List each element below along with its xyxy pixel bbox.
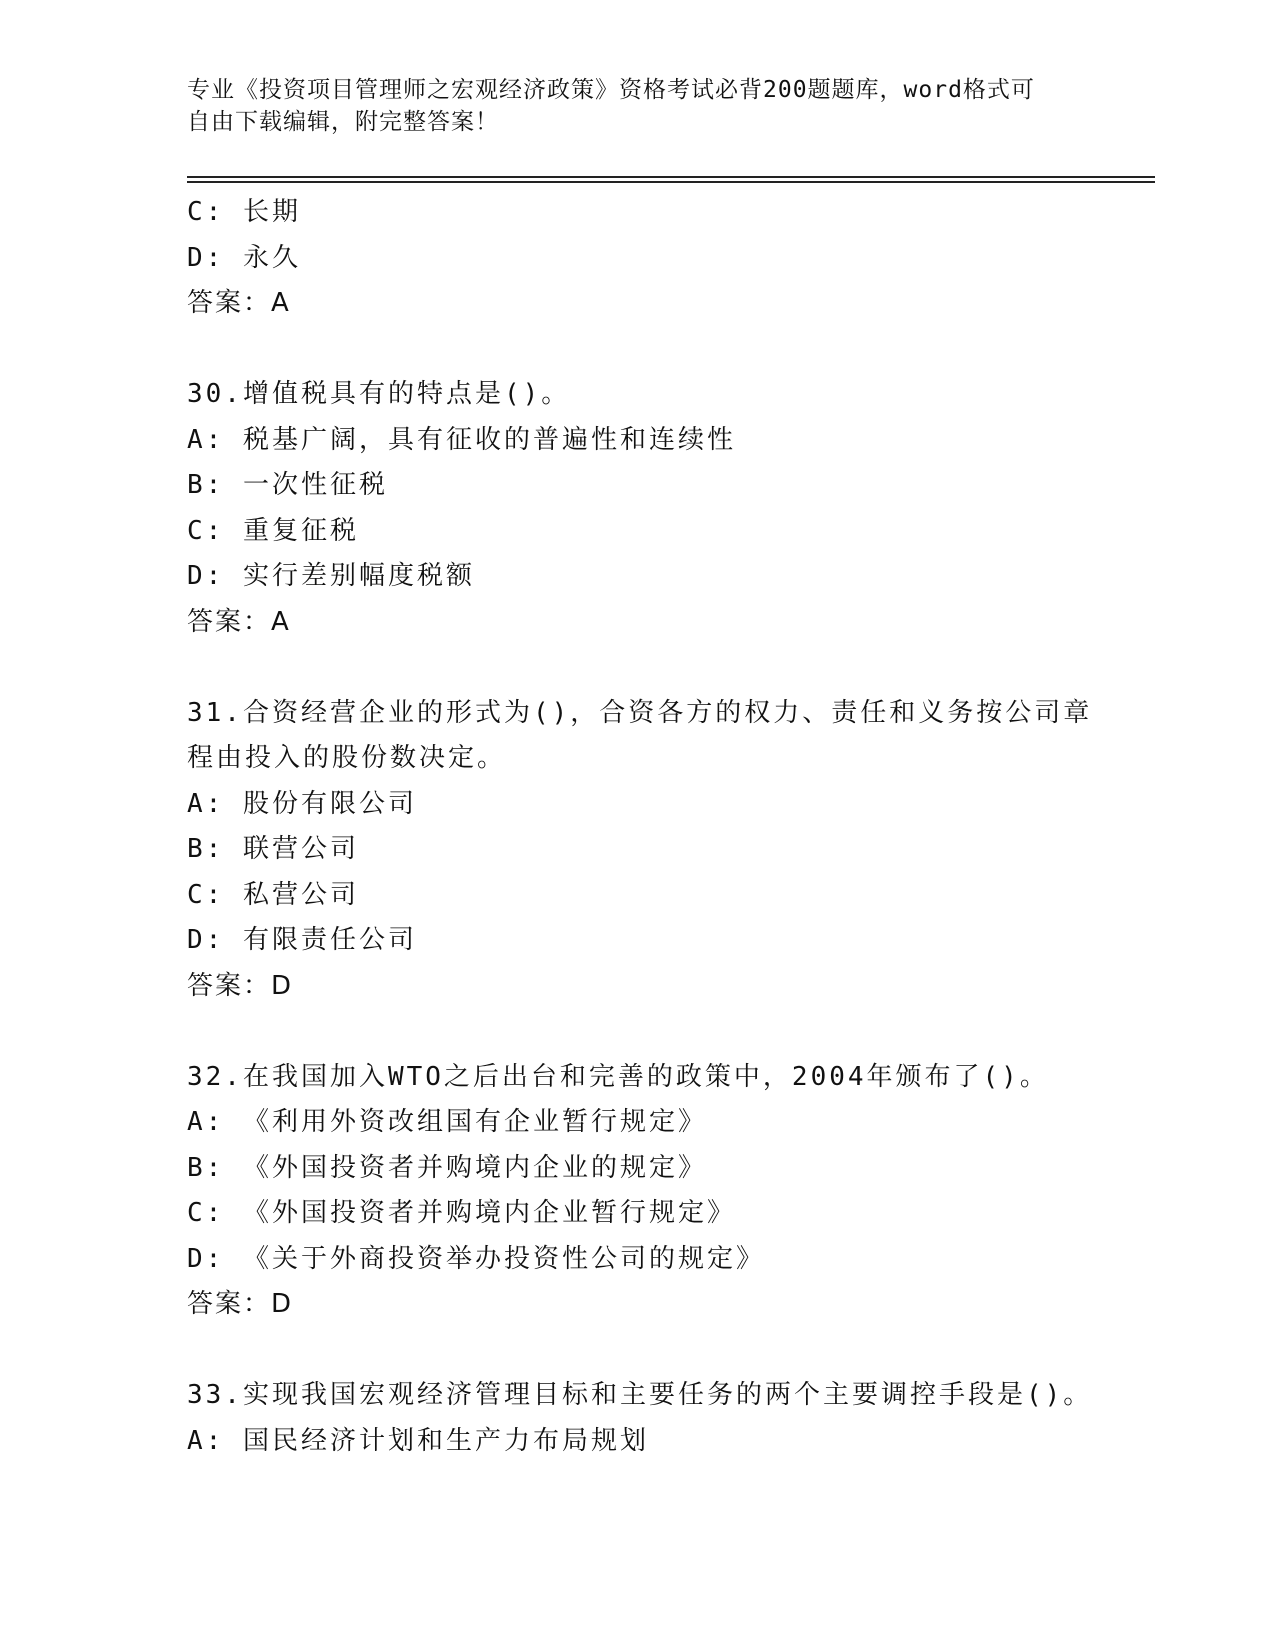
spacer [187, 327, 1087, 373]
carryover-block [187, 190, 1087, 327]
question-33 [187, 1373, 1093, 1464]
answer-line: 答案：A [187, 606, 291, 637]
answer-line: 答案：D [187, 970, 294, 1001]
option-c: C: 长期 [187, 197, 301, 227]
option-d: D: 《关于外商投资举办投资性公司的规定》 [187, 1243, 765, 1274]
spacer [187, 1328, 1087, 1374]
option-c: C: 私营公司 [187, 879, 359, 910]
question-stem: 32.在我国加入WTO之后出台和完善的政策中，2004年颁布了()。 [187, 1061, 1049, 1092]
question-32 [187, 1055, 1087, 1328]
option-c: C: 重复征税 [187, 515, 359, 546]
option-d: D: 有限责任公司 [187, 925, 417, 955]
header-title-line-1: 专业《投资项目管理师之宏观经济政策》资格考试必背200题题库，word格式可 [187, 77, 1035, 103]
answer-line: 答案：D [187, 1289, 294, 1319]
option-b: B: 一次性征税 [187, 470, 388, 500]
option-c: C: 《外国投资者并购境内企业暂行规定》 [187, 1198, 736, 1228]
question-30 [187, 372, 1087, 645]
option-a: A: 股份有限公司 [187, 788, 417, 819]
question-list [187, 190, 1093, 1464]
option-a: A: 《利用外资改组国有企业暂行规定》 [187, 1107, 707, 1137]
question-stem-line-1: 31.合资经营企业的形式为()，合资各方的权力、责任和义务按公司章 [187, 697, 1093, 728]
option-a: A: 税基广阔，具有征收的普遍性和连续性 [187, 424, 736, 455]
question-stem-line-2: 程由投入的股份数决定。 [187, 743, 507, 773]
spacer [187, 645, 1087, 691]
question-31 [187, 691, 1093, 1010]
option-d: D: 永久 [187, 242, 301, 273]
question-stem: 30.增值税具有的特点是()。 [187, 379, 571, 409]
document-header [187, 74, 1067, 138]
option-b: B: 联营公司 [187, 834, 359, 864]
answer-line: 答案：A [187, 288, 291, 318]
option-b: B: 《外国投资者并购境内企业的规定》 [187, 1152, 707, 1183]
option-a: A: 国民经济计划和生产力布局规划 [187, 1425, 649, 1456]
spacer [187, 1009, 1087, 1055]
header-title-line-2: 自由下载编辑，附完整答案！ [187, 109, 499, 135]
header-divider-bottom [187, 181, 1155, 183]
question-stem: 33.实现我国宏观经济管理目标和主要任务的两个主要调控手段是()。 [187, 1380, 1093, 1410]
option-d: D: 实行差别幅度税额 [187, 561, 475, 591]
header-divider-top [187, 176, 1155, 178]
